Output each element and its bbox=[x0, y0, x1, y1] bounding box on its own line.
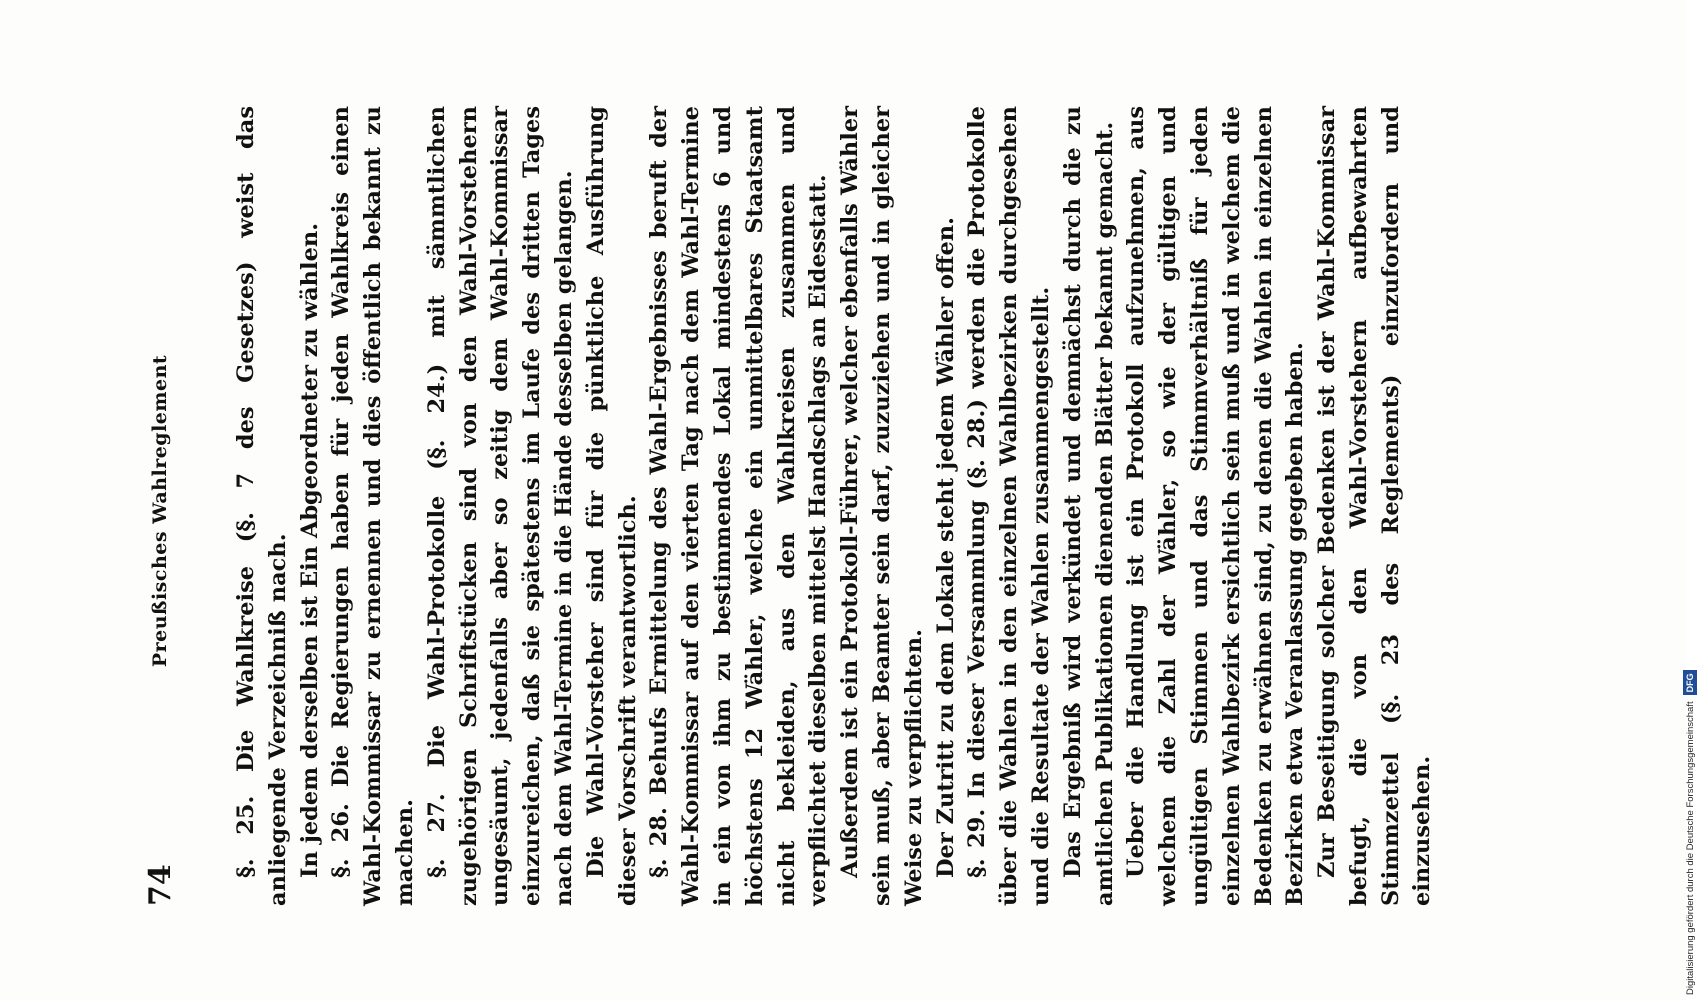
page-body bbox=[231, 106, 1439, 906]
dfg-logo: DFG bbox=[1683, 670, 1697, 695]
running-title: Preußisches Wahlreglement bbox=[149, 354, 171, 668]
page-number: 74 bbox=[143, 864, 178, 906]
digitization-credit bbox=[1680, 5, 1700, 995]
paragraph-par27-responsibility: Die Wahl-Vorsteher sind für die pünktliche Ausführung dieser Vorschrift verantwortlich. bbox=[582, 106, 641, 906]
paragraph-par29-protocol: Ueber die Handlung ist ein Protokoll aufzunehmen, aus welchem die Zahl der Wähler, so wie der gültigen und ungültigen Stimmen und das Stimmverhältniß für jeden einzelnen Wahlbezirk ersichtlich sein muß und in welchem die Bedenken zu erwähnen sind, zu denen die Wahlen in einzelnen Bezirken etwa Veranlassung gegeben haben. bbox=[1123, 106, 1309, 906]
rotated-book-page bbox=[143, 96, 1543, 926]
paragraph-par28-protocol-keeper: Außerdem ist ein Protokoll-Führer, welcher ebenfalls Wähler sein muß, aber Beamter sein darf, zuzuziehen und in gleicher Weise zu verpflichten. bbox=[837, 106, 927, 906]
paragraph-par27: §. 27. Die Wahl-Protokolle (§. 24.) mit sämmtlichen zugehörigen Schriftstücken sind von den Wahl-Vorstehern ungesäumt, jedenfalls aber so zeitig dem Wahl-Kommissar einzureichen, daß sie spätestens im Laufe des dritten Tages nach dem Wahl-Termine in die Hände desselben gelangen. bbox=[423, 106, 577, 906]
paragraph-par28: §. 28. Behufs Ermittelung des Wahl-Ergebnisses beruft der Wahl-Kommissar auf den vierten Tag nach dem Wahl-Termine in ein von ihm zu bestimmendes Lokal mindestens 6 und höchstens 12 Wähler, welche ein unmittelbares Staatsamt nicht bekleiden, aus den Wahlkreisen zusammen und verpflichtet dieselben mittelst Handschlags an Eidesstatt. bbox=[646, 106, 832, 906]
paragraph-par28-public-access: Der Zutritt zu dem Lokale steht jedem Wähler offen. bbox=[932, 217, 959, 878]
paragraph-par29-announcement: Das Ergebniß wird verkündet und demnächst durch die zu amtlichen Publikationen dienenden Blätter bekannt gemacht. bbox=[1059, 106, 1118, 906]
paragraph-par25: §. 25. Die Wahlkreise (§. 7 des Gesetzes) weist das anliegende Verzeichniß nach. bbox=[233, 106, 291, 906]
credit-text: Digitalisierung gefördert durch die Deutsche Forschungsgemeinschaft bbox=[1684, 701, 1696, 995]
paragraph-par29-ballots: Zur Beseitigung solcher Bedenken ist der Wahl-Kommissar befugt, die von den Wahl-Vorstehern aufbewahrten Stimmzettel (§. 23 des Reglements) einzufordern und einzusehen. bbox=[1314, 106, 1436, 906]
paragraph-one-deputy: In jedem derselben ist Ein Abgeordneter zu wählen. bbox=[296, 222, 323, 878]
paragraph-par26: §. 26. Die Regierungen haben für jeden Wahlkreis einen Wahl-Kommissar zu ernennen und dies öffentlich bekannt zu machen. bbox=[328, 106, 418, 906]
paragraph-par29: §. 29. In dieser Versammlung (§. 28.) werden die Protokolle über die Wahlen in den einzelnen Wahlbezirken durchgesehen und die Resultate der Wahlen zusammengestellt. bbox=[964, 106, 1054, 906]
